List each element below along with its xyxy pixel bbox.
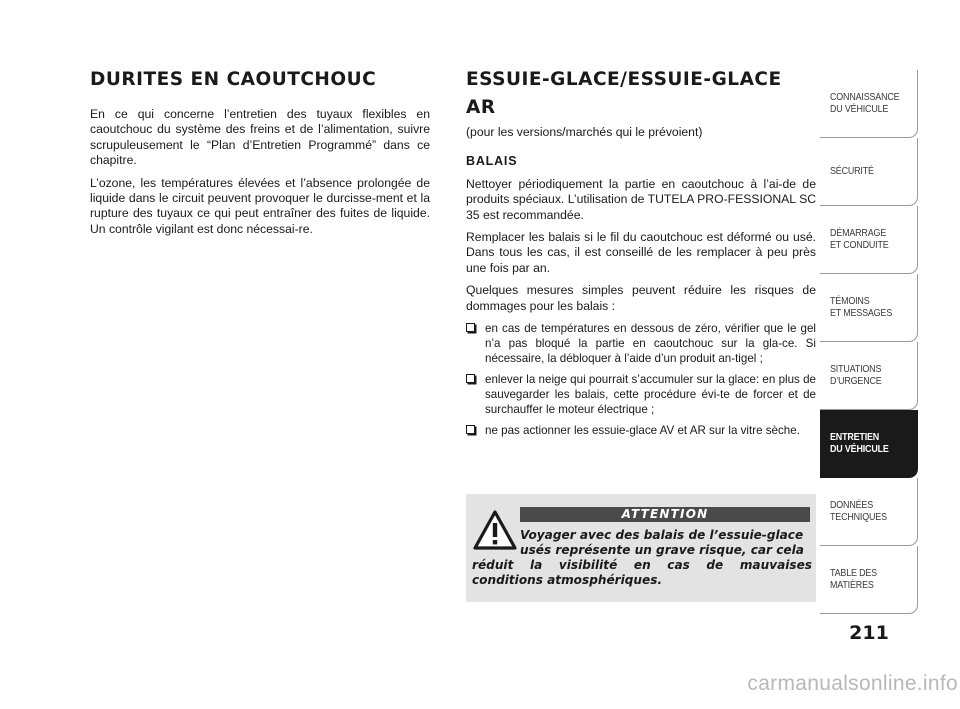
list-item xyxy=(466,372,816,417)
bullet-list xyxy=(466,321,816,438)
tab-securite[interactable] xyxy=(820,138,918,206)
chapter-tabs xyxy=(820,70,918,614)
list-item-text: ne pas actionner les essuie-glace AV et AR sur la vitre sèche. xyxy=(485,424,800,438)
list-item-text: en cas de températures en dessous de zéro, vérifier que le gel n’a pas bloqué la partie en caoutchouc sur la gla-ce. Si nécessaire, la débloquer à l’aide d’un produit an-tigel ; xyxy=(485,322,816,366)
paragraph: En ce qui concerne l’entretien des tuyaux flexibles en caoutchouc du système des freins et de l’alimentation, suivre scrupuleusement le “Plan d’Entretien Programmé” dans ce chapitre. xyxy=(90,107,430,168)
tab-label: ENTRETIEN DU VÉHICULE xyxy=(830,431,889,455)
paragraph: Remplacer les balais si le fil du caoutchouc est déformé ou usé. Dans tous les cas, il est conseillé de les remplacer à peu près une fois par an. xyxy=(466,230,816,275)
tab-label: DÉMARRAGE ET CONDUITE xyxy=(830,227,889,251)
paragraph: Quelques mesures simples peuvent réduire les risques de dommages pour les balais : xyxy=(466,283,816,313)
list-item xyxy=(466,321,816,366)
warning-text-line: usés représente un grave risque, car cela xyxy=(520,543,804,557)
tab-demarrage-et-conduite[interactable] xyxy=(820,206,918,274)
tab-label: DONNÉES TECHNIQUES xyxy=(830,499,887,523)
checkbox-bullet-icon xyxy=(466,323,475,332)
tab-donnees-techniques[interactable] xyxy=(820,478,918,546)
page-number: 211 xyxy=(849,622,889,644)
tab-temoins-et-messages[interactable] xyxy=(820,274,918,342)
list-item-text: enlever la neige qui pourrait s’accumuler sur la glace: en plus de sauvegarder les balais, cette procédure évi-te de forcer et de surchauffer le moteur électrique ; xyxy=(485,373,816,417)
checkbox-bullet-icon xyxy=(466,374,475,383)
warning-box xyxy=(466,494,816,602)
tab-label: CONNAISSANCE DU VÉHICULE xyxy=(830,91,900,115)
right-column xyxy=(466,66,816,444)
tab-entretien-du-vehicule[interactable] xyxy=(820,410,918,478)
tab-connaissance-du-vehicule[interactable] xyxy=(820,70,918,138)
watermark: carmanualsonline.info xyxy=(747,672,958,695)
tab-label: TABLE DES MATIÈRES xyxy=(830,567,877,591)
section-title-essuie-glace: ESSUIE-GLACE/ESSUIE-GLACE AR xyxy=(466,69,782,118)
section-title-durites: DURITES EN CAOUTCHOUC xyxy=(90,69,377,90)
left-column xyxy=(90,66,430,244)
paragraph: Nettoyer périodiquement la partie en caoutchouc à l’ai-de de produits spéciaux. L’utilisation de TUTELA PRO-FESSIONAL SC 35 est recommandée. xyxy=(466,176,816,222)
paragraph: L’ozone, les températures élevées et l’absence prolongée de liquide dans le circuit peuvent provoquer le durcisse-ment et la rupture des tuyaux ce qui peut entraîner des fuites de liquide. Un contrôle vigilant est donc nécessai-re. xyxy=(90,175,430,236)
checkbox-bullet-icon xyxy=(466,425,475,434)
sub-heading-balais: BALAIS xyxy=(466,154,518,169)
warning-label: ATTENTION xyxy=(520,507,810,522)
warning-text-rest: réduit la visibilité en cas de mauvaises conditions atmosphériques. xyxy=(472,558,812,587)
tab-label: TÉMOINS ET MESSAGES xyxy=(830,295,893,319)
tab-table-des-matieres[interactable] xyxy=(820,546,918,614)
list-item xyxy=(466,423,816,438)
tab-label: SÉCURITÉ xyxy=(830,165,874,177)
warning-text-line: Voyager avec des balais de l’essuie-glace xyxy=(520,528,804,542)
tab-label: SITUATIONS D’URGENCE xyxy=(830,363,882,387)
warning-text xyxy=(472,528,812,588)
section-subtitle: (pour les versions/marchés qui le prévoient) xyxy=(466,125,703,139)
tab-situations-d-urgence[interactable] xyxy=(820,342,918,410)
